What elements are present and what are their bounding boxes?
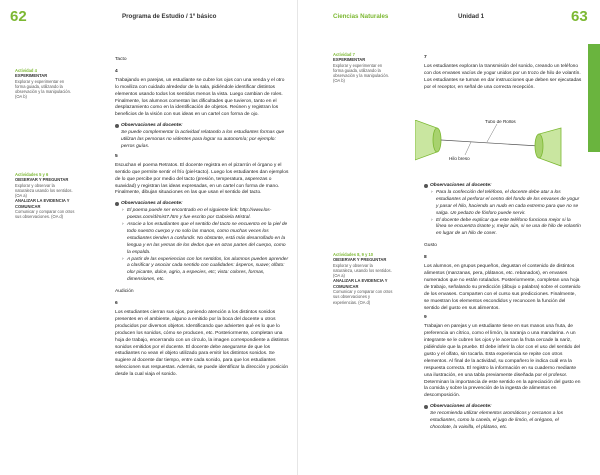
teacher-note-heading: Observaciones al docente:	[430, 183, 492, 188]
activity-number: 5	[115, 153, 118, 159]
list-item: › El docente debe explicar que este teléfono funciona mejor si la línea se encuentra tirante y, mejor aún, si se usa de hilo de volantín en lugar de un hilo de coser.	[436, 218, 582, 239]
section-heading-audicion: Audición	[115, 289, 134, 295]
left-main-column	[115, 52, 289, 381]
activity-6-text: Los estudiantes cierran sus ojos, poniendo atención a los distintos sonidos presentes en el ambiente, alguno a emitido por la boca del docente u otros producidos por diversos objetos. Identificando que advierten qué es lo que lo producen los sonidos, cómo se producen, etc. Posteriormente, completan una hoja de trabajo, encerrando con un círculo, la imagen correspondiente a distintos sonidos emitidos por el docente. El docente debe asegurarse de que los estudiantes no vean el objeto utilizado para emitir los distintos sonidos. Se sugiere al docente dar tiempo, entre cada sonido, para que los estudiantes seleccionen sus respuestas. Además, se puede identificar la dirección y posición desde la cual viaja el sonido.	[115, 310, 289, 378]
sidebar-skill: ANALIZAR LA EVIDENCIA Y COMUNICAR	[15, 198, 70, 209]
teacher-note-heading: Observaciones al docente:	[430, 404, 492, 410]
sidebar-text: Explorar y observar la naturaleza, usando los sentidos. (OA a)	[333, 262, 392, 279]
sidebar-text: Explorar y observar la naturaleza usando los sentidos. (OA a)	[15, 182, 73, 199]
activity-number: 6	[115, 301, 118, 307]
teacher-note	[115, 123, 289, 151]
sidebar-note-activity-7	[333, 52, 393, 84]
list-item: › El poema puede ser encontrado en el siguiente link: http://www.los-poetas.com/d/mist7.htm y fue escrito por Gabriela Mistral.	[127, 208, 289, 222]
subject-label: Ciencias Naturales	[333, 13, 389, 20]
sidebar-activity-label: Actividades 8, 9 y 10	[333, 252, 374, 257]
bullet-icon	[115, 124, 119, 128]
right-main-column-bottom	[424, 183, 582, 432]
sidebar-note-activities-5-6	[15, 172, 75, 220]
section-heading-tacto: Tacto	[115, 57, 127, 62]
yogurt-cup-telephone-illustration	[415, 120, 585, 180]
activity-number: 9	[424, 315, 427, 321]
sidebar-note-activity-4	[15, 68, 75, 100]
sidebar-text: Explorar y experimentar en forma guiada, utilizando la observación y la manipulación. (OA b)	[333, 62, 389, 84]
sidebar-text: Comunicar y comparar con otros sus observaciones y experiencias. (OA d)	[333, 289, 393, 305]
unit-label: Unidad 1	[458, 13, 485, 20]
sidebar-skill: OBSERVAR Y PREGUNTAR	[15, 177, 69, 183]
list-item: › Para la confección del teléfono, el docente debe atar a los estudiantes al perforar el centro del fondo de los envases de yogur y pasar el hilo, haciendo un nudo en cada extremo para que no se salga. Un pedazo de fósforo puede servir.	[436, 190, 582, 218]
activity-8-text: Los alumnos, en grupos pequeños, degustan el contenido de distintos alimentos (manzanas, pera, plátanos, etc. rebanados), en envases numerados que no están rotulados. Posteriormente, completan una hoja de trabajo, señalando su predicción (dibujo o palabra) sobre el contenido de los envases. Comparten con el curso sus predicciones. Finalmente, se muestran los elementos escondidos y reconocen la función del sentido del gusto en sus alimentos.	[424, 264, 581, 311]
activity-number: 8	[424, 255, 427, 261]
left-cup-icon	[415, 120, 441, 160]
list-item: › Asocie a los estudiantes que el sentido del tacto se encuentra en la piel de todo nuestro cuerpo y no solo las manos, como muchas veces los estudiantes tienden a confundir. No obstante, está más desarrollado en la lengua y en las yemas de los dedos que en otras partes del cuerpo, como la espalda.	[127, 222, 289, 257]
right-page-number: 63	[571, 8, 588, 25]
sidebar-text: Explorar y experimentar en forma guiada, utilizando la observación y la manipulación. (OA b)	[15, 78, 71, 100]
sidebar-skill: ANALIZAR LA EVIDENCIA Y COMUNICAR	[333, 278, 388, 289]
label-thread: Hilo breso	[449, 156, 470, 161]
activity-9-text: Trabajan en parejas y un estudiante tiene en sus manos una fruta, de preferencia un cítrico, como el limón, la naranja o una mandarina. A un integrante se le cubren los ojos y le acercan la fruta cercade la nariz, pidiéndole que la pruebe. El debe inferir la olor con el uso del sentido del gusto y el olfato, sin tocarla. Esta experiencia se repite con otros elementos. Al final de la actividad, su compañero le indica cuál era la respuesta correcta. El registro la información en su cuaderno mediante una ilustración, en una tabla previamente diseñada por el profesor. Determinan la importancia de este sentido en la apreciación del gusto en la comida y sobre la prevención de la ingesta de alimentos en descomposición.	[424, 324, 581, 399]
left-page-number: 62	[10, 8, 27, 25]
teacher-note-list	[121, 208, 289, 284]
sidebar-activity-label: Actividades 5 y 6	[15, 172, 49, 177]
activity-7-text: Los estudiantes exploran la transmisión del sonido, creando un teléfono con dos envases vacíos de yogur unidos por un trozo de hilo de volantín. Los estudiantes se turnan en dar instrucciones que deben ser ejecutadas por el receptor, en señal de una correcta recepción.	[424, 63, 582, 90]
bullet-icon	[424, 184, 428, 188]
activity-5-text: Escuchan el poema Retratos. El docente registra en el pizarrón el órgano y el sentido que permite sentir el frío (piel-tacto). Luego los estudiantes dan ejemplos de lo que percibe por medio del tacto (presión, temperatura, asperezas o suavidad) y registran las ideas expresadas, en un cartel con forma de mano. Finalmente, dibujan situaciones en las que usan el sentido del tacto.	[115, 162, 289, 196]
section-heading-gusto: Gusto	[424, 243, 437, 249]
teacher-note-text: Se recomienda utilizar elementos aromáticos y cercanos a los estudiantes, como la canela, el jugo de limón, el orégano, el chocolate, la vainilla, el plátano, etc.	[430, 411, 563, 430]
sidebar-skill: EXPERIMENTAR	[15, 73, 48, 79]
activity-4-text: Trabajando en parejas, un estudiante se cubre los ojos con una venda y el otro lo moviliza con cuidado alrededor de la sala, pidiéndole identificar distintos elementos usando todos los sentidos menos la vista. Luego cambian de roles. Finalmente, los alumnos comentan las dificultades que tuvieron, tanto en el desplazamiento como en la identificación de objetos. Reúnen y registran los beneficios de la visión con sus ideas en un cartel con forma de ojo.	[115, 77, 285, 118]
sidebar-note-activities-8-10	[333, 252, 393, 305]
label-leader	[487, 124, 497, 142]
right-cup-icon	[535, 128, 561, 166]
teacher-note	[424, 404, 582, 432]
bullet-icon	[115, 202, 119, 206]
teacher-note-list	[430, 190, 582, 238]
gutter	[297, 0, 298, 475]
right-main-column-top	[424, 52, 582, 94]
activity-number: 4	[115, 68, 118, 74]
teacher-note	[424, 183, 582, 238]
left-page-title: Programa de Estudio / 1º básico	[122, 13, 217, 20]
sidebar-text: Comunicar y comparar con otros sus observaciones. (OA d)	[15, 209, 75, 220]
bullet-icon	[424, 405, 428, 409]
sidebar-skill: OBSERVAR Y PREGUNTAR	[333, 257, 387, 263]
list-item: › A partir de las experiencias con los sentidos, los alumnos pueden aprender a clasificar y asociar cada sentido con cualidades: ásperos, suave; olfato: olor picante, dulce, agrio, a especies, etc; vista: colores, formas, dimensiones, etc.	[127, 257, 289, 285]
teacher-note-heading: Observaciones al docente:	[121, 123, 183, 129]
teacher-note-text: Se puede complementar la actividad relatando a los estudiantes formas que utilizan las personas no videntes para lograr su autonomía; por ejemplo: perros guías.	[121, 130, 285, 149]
teacher-note	[115, 201, 289, 284]
section-tab-bar	[588, 44, 600, 152]
string-line	[441, 140, 539, 146]
label-tube: Tubo de Rollos	[485, 120, 516, 124]
teacher-note-heading: Observaciones al docente:	[121, 201, 183, 207]
sidebar-activity-label: Actividad 7	[333, 52, 355, 57]
label-leader	[465, 142, 471, 155]
sidebar-activity-label: Actividad 4	[15, 68, 37, 73]
sidebar-skill: EXPERIMENTAR	[333, 57, 366, 63]
activity-number: 7	[424, 55, 427, 60]
